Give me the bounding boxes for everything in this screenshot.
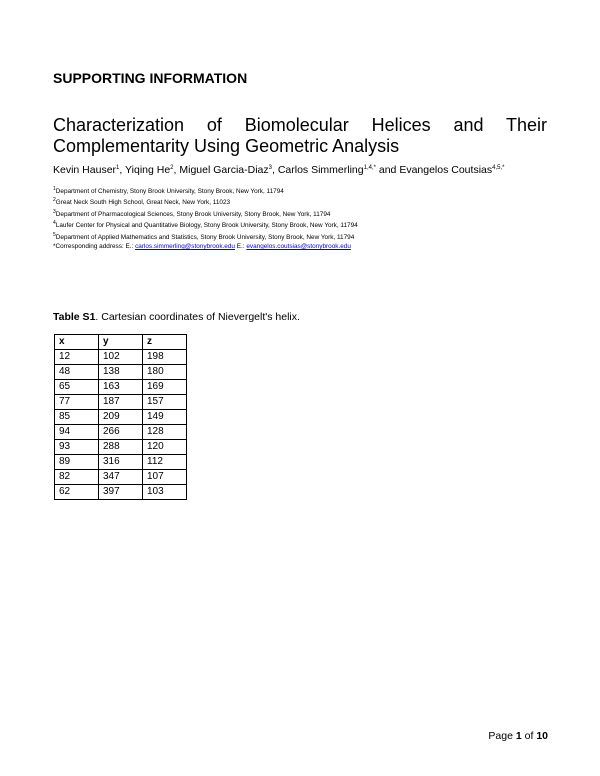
table-row [55,350,187,365]
cell-z: 157 [143,395,187,410]
cell-z: 103 [143,485,187,500]
column-header-z: z [143,335,187,350]
paper-title: Characterization of Biomolecular Helices and Their Complementarity Using Geometric Analysis [53,115,547,156]
table-row [55,410,187,425]
cell-z: 120 [143,440,187,455]
cell-y: 397 [99,485,143,500]
cell-x: 65 [55,380,99,395]
author: Evangelos Coutsias$^{4,5,*}$ [399,164,505,176]
table-row [55,395,187,410]
affiliation: $^4$Laufer Center for Physical and Quantitative Biology, Stony Brook University, Stony Brook, New York, 11794 [53,220,358,230]
cell-z: 198 [143,350,187,365]
correspondence: *Corresponding address: E.: carlos.simmerling@stonybrook.edu E.: evangelos.coutsias@stonybrook.edu [53,243,351,251]
current-page: 1 [515,730,522,742]
cell-y: 102 [99,350,143,365]
cell-z: 128 [143,425,187,440]
cell-y: 187 [99,395,143,410]
table-row [55,425,187,440]
cell-x: 85 [55,410,99,425]
total-pages: 10 [536,730,548,742]
cell-x: 62 [55,485,99,500]
cell-y: 209 [99,410,143,425]
cell-y: 288 [99,440,143,455]
email-link-simmerling[interactable]: carlos.simmerling@stonybrook.edu [135,243,235,251]
cell-x: 89 [55,455,99,470]
table-caption: Table S1. Cartesian coordinates of Nievergelt's helix. [53,311,300,323]
cell-y: 163 [99,380,143,395]
affiliation: $^1$Department of Chemistry, Stony Brook University, Stony Brook, New York, 11794 [53,186,284,195]
cell-x: 93 [55,440,99,455]
table-row [55,455,187,470]
table-row [55,380,187,395]
table-row [55,470,187,485]
cell-y: 138 [99,365,143,380]
author: Carlos Simmerling$^{1,4,*}$ [277,164,376,176]
column-header-y: y [99,335,143,350]
cell-z: 112 [143,455,187,470]
affiliation: $^3$Department of Pharmacological Sciences, Stony Brook University, Stony Brook, New York, 11794 [53,208,331,218]
table-label: Table S1 [53,311,96,323]
supporting-information-heading: SUPPORTING INFORMATION [53,70,248,86]
author: Yiqing He$^2$ [125,164,174,176]
table-header-row [55,335,187,350]
cell-y: 266 [99,425,143,440]
cell-y: 347 [99,470,143,485]
coordinates-table [54,334,187,500]
cell-y: 316 [99,455,143,470]
cell-x: 94 [55,425,99,440]
cell-x: 48 [55,365,99,380]
cell-z: 107 [143,470,187,485]
page-number: Page 1 of 10 [488,730,548,742]
cell-z: 149 [143,410,187,425]
affiliation: $^2$Great Neck South High School, Great Neck, New York, 11023 [53,197,231,207]
cell-x: 12 [55,350,99,365]
cell-z: 180 [143,365,187,380]
cell-x: 82 [55,470,99,485]
author: Kevin Hauser$^1$ [53,164,120,176]
table-row [55,485,187,500]
cell-z: 169 [143,380,187,395]
author: Miguel Garcia-Diaz$^3$ [179,164,272,176]
cell-x: 77 [55,395,99,410]
column-header-x: x [55,335,99,350]
affiliations [53,185,358,251]
author-list: Kevin Hauser$^1$, Yiqing He$^2$, Miguel Garcia-Diaz$^3$, Carlos Simmerling$^{1,4,*}$ and Evangelos Coutsias$^{4,5,*}$ [53,164,505,176]
table-row [55,365,187,380]
email-link-coutsias[interactable]: evangelos.coutsias@stonybrook.edu [246,243,351,251]
table-row [55,440,187,455]
affiliation: $^5$Department of Applied Mathematics and Statistics, Stony Brook University, Stony Brook, New York, 11794 [53,231,355,241]
